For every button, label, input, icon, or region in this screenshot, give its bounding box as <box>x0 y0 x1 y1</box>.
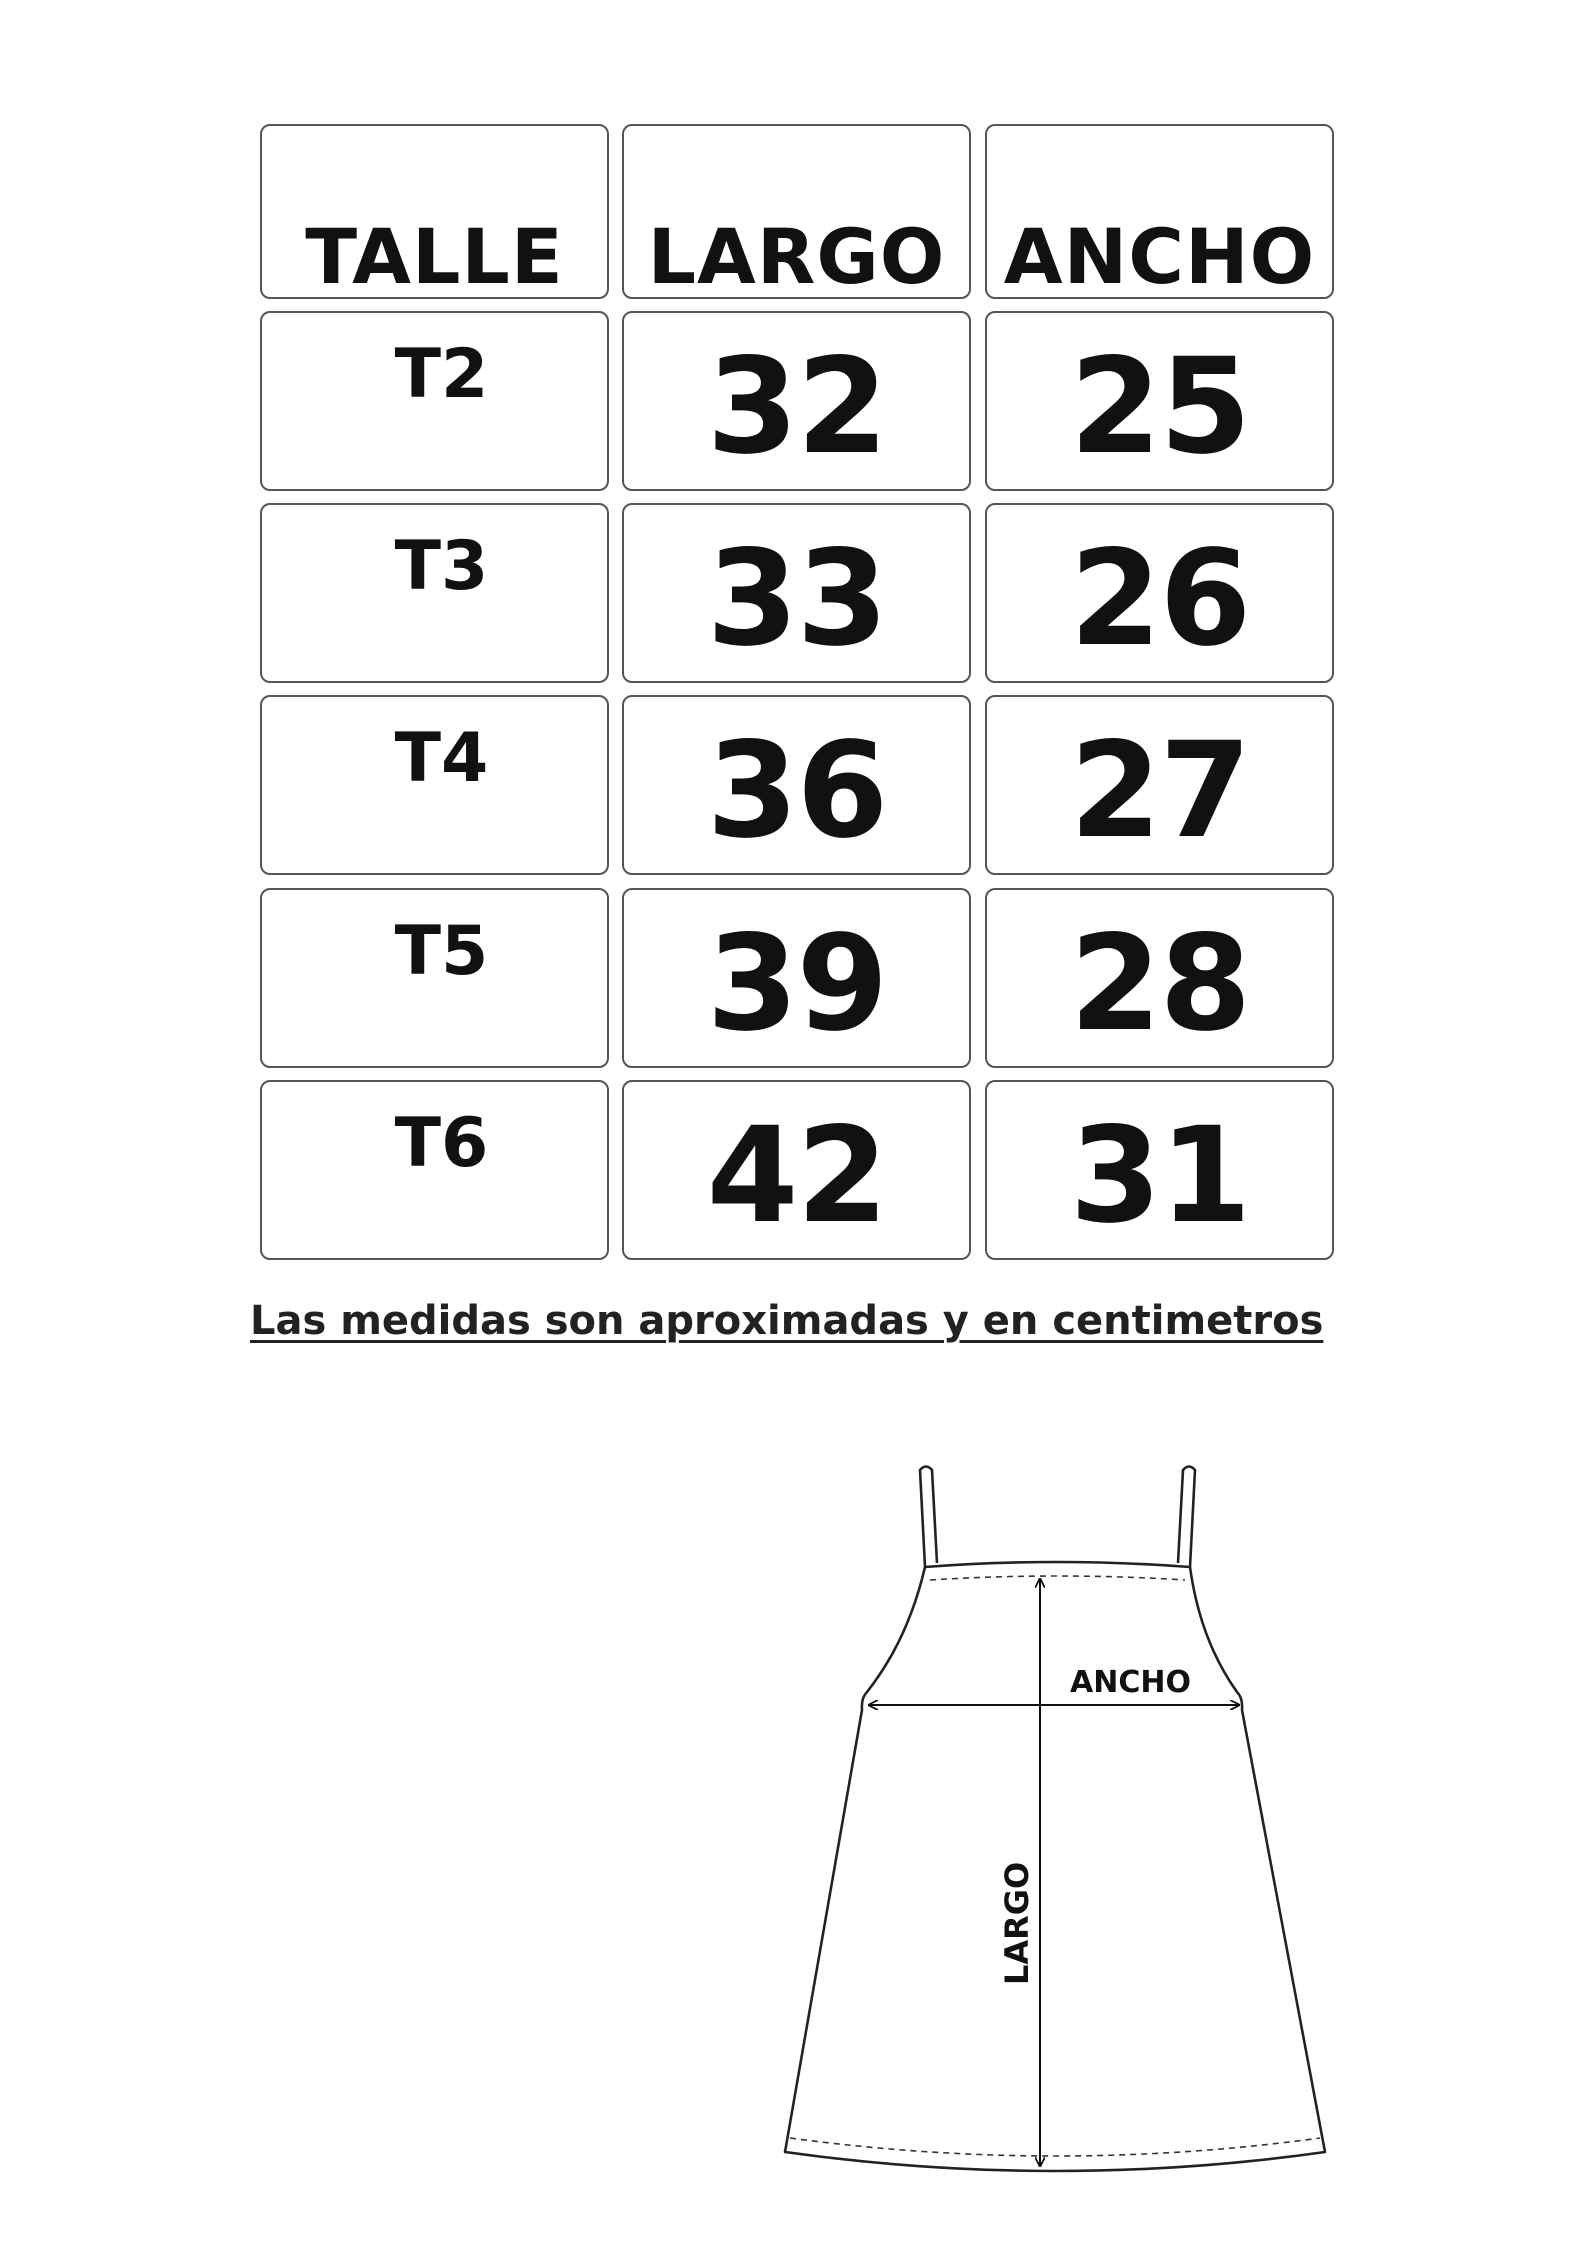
dress-measurement-diagram <box>760 1430 1360 2220</box>
header-cell-largo <box>622 124 971 299</box>
largo-value: 42 <box>706 1099 887 1253</box>
talle-value: T5 <box>394 912 489 991</box>
largo-value: 36 <box>706 714 887 868</box>
table-row-largo-cell <box>622 503 971 683</box>
measurements-note: Las medidas son aproximadas y en centimetros <box>250 1298 1324 1344</box>
talle-value: T4 <box>394 719 489 798</box>
largo-value: 39 <box>706 907 887 1061</box>
dress-outline <box>785 1467 1325 2172</box>
ancho-value: 27 <box>1069 714 1250 868</box>
table-row-ancho-cell <box>985 311 1334 491</box>
ancho-value: 31 <box>1069 1099 1250 1253</box>
table-row-ancho-cell <box>985 503 1334 683</box>
talle-value: T3 <box>394 527 489 606</box>
length-label: LARGO <box>998 1861 1036 1985</box>
table-row-talle-cell <box>260 311 609 491</box>
largo-value: 33 <box>706 522 887 676</box>
header-largo: LARGO <box>647 212 946 301</box>
neckline-stitch <box>930 1576 1185 1580</box>
header-ancho: ANCHO <box>1003 212 1316 301</box>
hem-stitch <box>790 2138 1320 2156</box>
ancho-value: 28 <box>1069 907 1250 1061</box>
header-talle: TALLE <box>305 212 564 301</box>
width-label: ANCHO <box>1070 1665 1191 1700</box>
talle-value: T2 <box>394 335 489 414</box>
table-row-talle-cell <box>260 1080 609 1260</box>
table-row-talle-cell <box>260 503 609 683</box>
table-row-largo-cell <box>622 1080 971 1260</box>
table-row-talle-cell <box>260 888 609 1068</box>
ancho-value: 26 <box>1069 522 1250 676</box>
table-row-ancho-cell <box>985 888 1334 1068</box>
table-row-ancho-cell <box>985 1080 1334 1260</box>
table-row-largo-cell <box>622 311 971 491</box>
talle-value: T6 <box>394 1104 489 1183</box>
ancho-value: 25 <box>1069 330 1250 484</box>
table-row-ancho-cell <box>985 695 1334 875</box>
table-row-largo-cell <box>622 695 971 875</box>
header-cell-ancho <box>985 124 1334 299</box>
header-cell-talle <box>260 124 609 299</box>
table-row-talle-cell <box>260 695 609 875</box>
table-row-largo-cell <box>622 888 971 1068</box>
largo-value: 32 <box>706 330 887 484</box>
